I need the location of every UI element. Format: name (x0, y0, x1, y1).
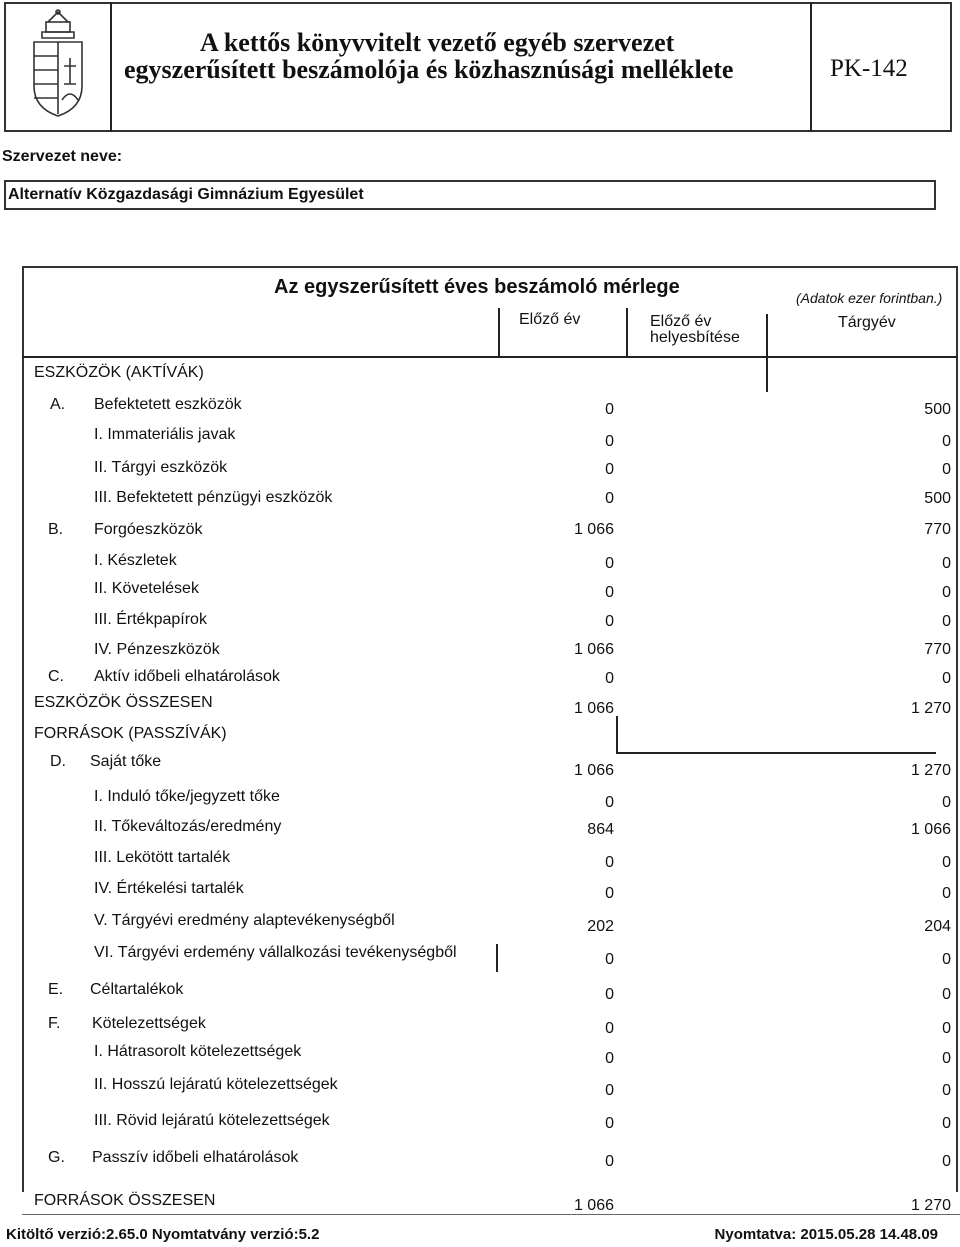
row-label: IV. Értékelési tartalék (94, 880, 244, 897)
row-letter: F. (48, 1015, 61, 1032)
section-heading-liabilities: FORRÁSOK (PASSZÍVÁK) (34, 725, 227, 742)
value-prev: 864 (587, 821, 614, 838)
row-label: Kötelezettségek (92, 1015, 206, 1032)
row-label: I. Készletek (94, 552, 177, 569)
footer-printed: Nyomtatva: 2015.05.28 14.48.09 (714, 1226, 938, 1243)
row-label: II. Tőkeváltozás/eredmény (94, 818, 282, 835)
row-label: Befektetett eszközök (94, 396, 242, 413)
value-prev: 0 (605, 613, 614, 630)
form-code: PK-142 (830, 55, 908, 82)
value-current: 0 (942, 794, 951, 811)
value-prev: 0 (605, 490, 614, 507)
row-label: V. Tárgyévi eredmény alaptevékenységből (94, 912, 395, 929)
total-assets-label: ESZKÖZÖK ÖSSZESEN (34, 694, 213, 711)
value-prev: 0 (605, 854, 614, 871)
row-letter: B. (48, 521, 64, 538)
org-label: Szervezet neve: (2, 148, 123, 165)
column-divider (766, 314, 768, 356)
value-current: 0 (942, 1115, 951, 1132)
value-current: 1 270 (910, 700, 951, 717)
unit-note: (Adatok ezer forintban.) (796, 290, 943, 306)
value-current: 204 (924, 918, 951, 935)
coat-of-arms-icon (26, 8, 90, 120)
balance-table-frame (22, 356, 958, 1192)
row-label: III. Befektetett pénzügyi eszközök (94, 489, 333, 506)
value-prev: 1 066 (573, 1197, 614, 1214)
header-divider (810, 2, 812, 132)
value-current: 770 (924, 521, 951, 538)
cell-border (496, 944, 498, 972)
table-rule (616, 752, 936, 754)
value-prev: 0 (605, 885, 614, 902)
row-label: Passzív időbeli elhatárolások (92, 1149, 299, 1166)
value-prev: 0 (605, 401, 614, 418)
value-current: 770 (924, 641, 951, 658)
row-letter: G. (48, 1149, 65, 1166)
row-letter: E. (48, 981, 64, 998)
value-current: 0 (942, 670, 951, 687)
value-prev: 0 (605, 1020, 614, 1037)
value-prev: 1 066 (573, 700, 614, 717)
table-rule (22, 356, 958, 358)
value-current: 0 (942, 885, 951, 902)
value-prev: 0 (605, 670, 614, 687)
report-title: Az egyszerűsített éves beszámoló mérlege (274, 276, 680, 298)
row-label: VI. Tárgyévi erdemény vállalkozási tevékenységből (94, 944, 457, 961)
value-prev: 202 (587, 918, 614, 935)
value-current: 0 (942, 1153, 951, 1170)
form-title: A kettős könyvvitelt vezető egyéb szervezet (200, 28, 675, 57)
value-prev: 0 (605, 584, 614, 601)
column-divider (616, 716, 618, 752)
org-name: Alternatív Közgazdasági Gimnázium Egyesület (8, 186, 364, 203)
row-label: III. Rövid lejáratú kötelezettségek (94, 1112, 330, 1129)
value-prev: 0 (605, 1050, 614, 1067)
row-letter: C. (48, 668, 64, 685)
value-prev: 0 (605, 461, 614, 478)
value-prev: 0 (605, 1082, 614, 1099)
footer-version: Kitöltő verzió:2.65.0 Nyomtatvány verzió:5.2 (6, 1226, 320, 1243)
value-prev: 0 (605, 1115, 614, 1132)
value-current: 0 (942, 613, 951, 630)
col-prev-header: Előző év (519, 311, 581, 328)
row-label: I. Induló tőke/jegyzett tőke (94, 788, 280, 805)
value-current: 0 (942, 1050, 951, 1067)
header-divider (110, 2, 112, 132)
value-prev: 0 (605, 986, 614, 1003)
value-current: 1 270 (910, 1197, 951, 1214)
column-divider (766, 356, 768, 392)
form-subtitle: egyszerűsített beszámolója és közhasznúsági melléklete (124, 55, 734, 84)
row-label: II. Hosszú lejáratú kötelezettségek (94, 1076, 338, 1093)
col-current-header: Tárgyév (838, 314, 896, 331)
row-label: I. Hátrasorolt kötelezettségek (94, 1043, 302, 1060)
row-label: II. Követelések (94, 580, 199, 597)
row-label: III. Értékpapírok (94, 611, 207, 628)
column-divider (626, 308, 628, 356)
value-prev: 0 (605, 555, 614, 572)
col-prev-adj-header-2: helyesbítése (650, 329, 740, 346)
value-current: 0 (942, 1020, 951, 1037)
value-current: 0 (942, 1082, 951, 1099)
row-label: Céltartalékok (90, 981, 184, 998)
value-current: 0 (942, 584, 951, 601)
value-prev: 1 066 (573, 641, 614, 658)
row-label: IV. Pénzeszközök (94, 641, 220, 658)
row-letter: D. (50, 753, 66, 770)
table-bottom-rule (22, 1214, 960, 1215)
value-current: 0 (942, 461, 951, 478)
total-liabilities-label: FORRÁSOK ÖSSZESEN (34, 1192, 216, 1209)
value-prev: 0 (605, 951, 614, 968)
value-prev: 0 (605, 433, 614, 450)
row-label: III. Lekötött tartalék (94, 849, 231, 866)
value-current: 500 (924, 401, 951, 418)
row-label: II. Tárgyi eszközök (94, 459, 228, 476)
section-heading-assets: ESZKÖZÖK (AKTÍVÁK) (34, 364, 204, 381)
value-current: 1 066 (910, 821, 951, 838)
row-label: Forgóeszközök (94, 521, 203, 538)
value-prev: 0 (605, 794, 614, 811)
row-label: Aktív időbeli elhatárolások (94, 668, 280, 685)
row-letter: A. (50, 396, 66, 413)
value-prev: 1 066 (573, 762, 614, 779)
row-label: Saját tőke (90, 753, 162, 770)
row-label: I. Immateriális javak (94, 426, 236, 443)
value-prev: 0 (605, 1153, 614, 1170)
value-current: 0 (942, 433, 951, 450)
value-current: 0 (942, 555, 951, 572)
value-current: 0 (942, 854, 951, 871)
column-divider (498, 308, 500, 356)
value-current: 500 (924, 490, 951, 507)
value-prev: 1 066 (573, 521, 614, 538)
value-current: 1 270 (910, 762, 951, 779)
value-current: 0 (942, 986, 951, 1003)
value-current: 0 (942, 951, 951, 968)
col-prev-adj-header: Előző év (650, 313, 712, 330)
